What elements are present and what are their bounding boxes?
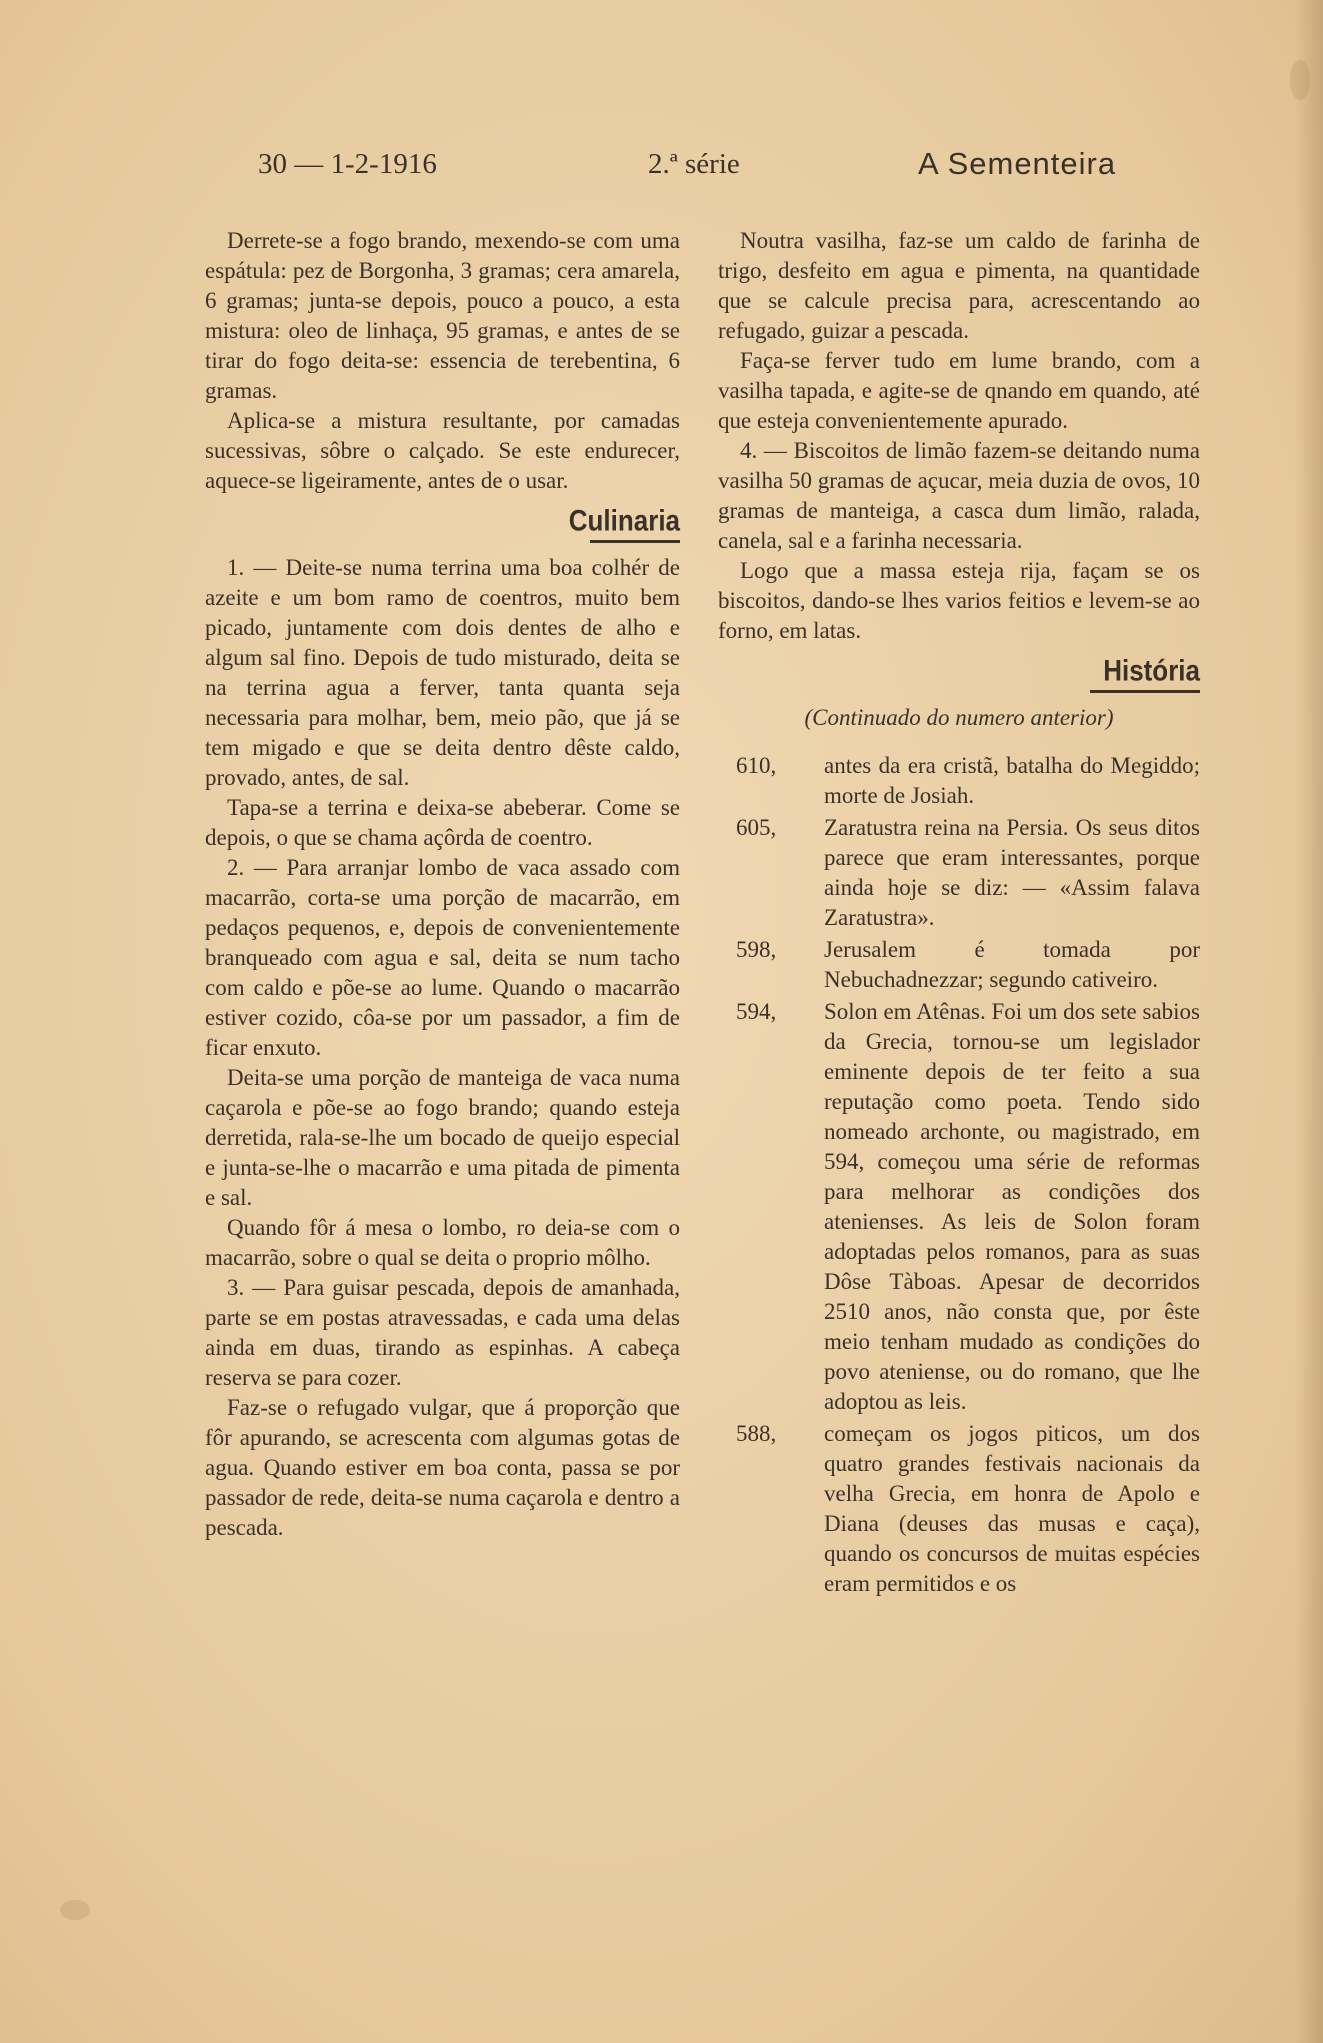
issue-date: 30 — 1-2-1916 [258,148,437,180]
history-entry [718,751,1200,811]
history-text: começam os jogos piticos, um dos quatro grandes festivais nacionais da velha Grecia, em honra de Apolo e Diana (deuses das musas e caça), quando os concursos de muitas espécies eram permitidos e os [824,1421,1200,1596]
recipe-paragraph: 3. — Para guisar pescada, depois de amanhada, parte se em postas atravessadas, e cada uma delas ainda em duas, tirando as espinhas. A cabeça reserva se para cozer. [205,1275,680,1390]
recipe-paragraph: Tapa-se a terrina e deixa-se abeberar. Come se depois, o que se chama açôrda de coentro. [205,795,680,850]
history-year: 588, [736,1421,777,1446]
history-year: 610, [736,753,777,778]
history-entry [718,813,1200,933]
recipe-paragraph: Faz-se o refugado vulgar, que á proporção que fôr apurando, se acrescenta com algumas gotas de agua. Quando estiver em boa conta, passa se por passador de rede, deita-se numa caçarola e dentro a pescada. [205,1395,680,1540]
history-year: 594, [736,999,777,1024]
recipe-paragraph: Faça-se ferver tudo em lume brando, com a vasilha tapada, e agite-se de qnando em quando, até que esteja convenientemente apurado. [718,348,1200,433]
history-text: Solon em Atênas. Foi um dos sete sabios da Grecia, tornou-se um legislador eminente depois de ter feito a sua reputação como poeta. Tendo sido nomeado archonte, ou magistrado, em 594, começou uma série de reformas para melhorar as condições dos atenienses. As leis de Solon foram adoptadas pelos romanos, para as suas Dôse Tàboas. Apesar de decorridos 2510 anos, não consta que, por êste meio tenham mudado as condições do povo ateniense, ou do romano, que lhe adoptou as leis. [824,999,1200,1414]
continued-note: (Continuado do numero anterior) [804,705,1114,730]
paper-edge [1295,0,1323,2043]
history-entry [718,997,1200,1417]
recipe-paragraph: Logo que a massa esteja rija, façam se os biscoitos, dando-se lhes varios feitios e levem-se ao forno, em latas. [718,558,1200,643]
history-text: Jerusalem é tomada por Nebuchadnezzar; segundo cativeiro. [824,937,1200,992]
recipe-paragraph: 2. — Para arranjar lombo de vaca assado com macarrão, corta-se uma porção de macarrão, em pedaços pequenos, e, depois de convenientemente branqueado com agua e sal, deita se num tacho com caldo e põe-se ao lume. Quando o macarrão estiver cozido, côa-se por um passador, a fim de ficar enxuto. [205,855,680,1060]
history-text: antes da era cristã, batalha do Megiddo; morte de Josiah. [824,753,1200,808]
recipe-paragraph: 1. — Deite-se numa terrina uma boa colhér de azeite e um bom ramo de coentros, muito bem picado, juntamente com dois dentes de alho e algum sal fino. Depois de tudo misturado, deita se na terrina agua a ferver, tanta quanta seja necessaria para molhar, bem, meio pão, que já se tem migado e que se deita dentro dêste caldo, provado, antes, de sal. [205,555,680,790]
recipe-paragraph: Deita-se uma porção de manteiga de vaca numa caçarola e põe-se ao fogo brando; quando esteja derretida, rala-se-lhe um bocado de queijo especial e junta-se-lhe o macarrão e uma pitada de pimenta e sal. [205,1065,680,1210]
paper-stain [60,1900,90,1920]
intro-paragraph: Derrete-se a fogo brando, mexendo-se com uma espátula: pez de Borgonha, 3 gramas; cera amarela, 6 gramas; junta-se depois, pouco a pouco, a esta mistura: oleo de linhaça, 95 gramas, e antes de se tirar do fogo deita-se: essencia de terebentina, 6 gramas. [205,228,680,403]
section-title-historia: História [1103,652,1200,688]
intro-paragraph: Aplica-se a mistura resultante, por camadas sucessivas, sôbre o calçado. Se este endurecer, aquece-se ligeiramente, antes de o usar. [205,408,680,493]
history-year: 605, [736,815,777,840]
section-title-culinaria: Culinaria [568,502,680,538]
history-year: 598, [736,937,777,962]
right-column [718,226,1200,1601]
page-header [258,148,1158,188]
publication-title: A Sementeira [918,146,1117,181]
history-entry [718,935,1200,995]
paper-stain [1290,60,1310,100]
recipe-paragraph: Noutra vasilha, faz-se um caldo de farinha de trigo, desfeito em agua e pimenta, na quantidade que se calcule precisa para, acrescentando ao refugado, guizar a pescada. [718,228,1200,343]
left-column [205,226,680,1543]
issue-series: 2.ª série [648,148,740,180]
history-text: Zaratustra reina na Persia. Os seus ditos parece que eram interessantes, porque ainda hoje se diz: — «Assim falava Zaratustra». [824,815,1200,930]
recipe-paragraph: 4. — Biscoitos de limão fazem-se deitando numa vasilha 50 gramas de açucar, meia duzia de ovos, 10 gramas de manteiga, a casca dum limão, ralada, canela, sal e a farinha necessaria. [718,438,1200,553]
history-entry [718,1419,1200,1599]
recipe-paragraph: Quando fôr á mesa o lombo, ro deia-se com o macarrão, sobre o qual se deita o proprio môlho. [205,1215,680,1270]
